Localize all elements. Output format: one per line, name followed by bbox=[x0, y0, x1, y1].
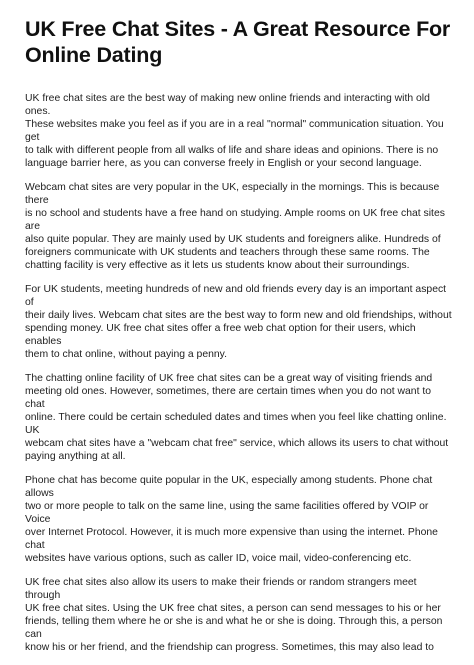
paragraph-webcam-popularity: Webcam chat sites are very popular in the UK, especially in the mornings. This is because there is no school and students have a free hand on studying. Ample rooms on UK free chat sites are also quite popular. They are mainly used by UK students and foreigners alike. Hundreds of foreigners communicate with UK students and teachers through these same rooms. The chatting facility is very effective as it lets us students know about their surroundings. bbox=[25, 182, 445, 271]
paragraph-intro: UK free chat sites are the best way of making new online friends and interacting with old ones. These websites make you feel as if you are in a real "normal" communication situation. You get to talk with different people from all walks of life and share ideas and opinions. There is no language barrier here, as you can converse freely in English or your second language. bbox=[25, 93, 444, 169]
paragraph-chatting-facility: The chatting online facility of UK free chat sites can be a great way of visiting friends and meeting old ones. However, sometimes, there are certain times when you do not want to chat online. There could be certain scheduled dates and times when you feel like chatting online. UK webcam chat sites have a "webcam chat free" service, which allows its users to chat without paying anything at all. bbox=[25, 373, 449, 462]
document-title: UK Free Chat Sites - A Great Resource For Online Dating bbox=[25, 17, 451, 67]
paragraph-phone-chat: Phone chat has become quite popular in the UK, especially among students. Phone chat allows two or more people to talk on the same line, using the same facilities offered by VOIP or Voice over Internet Protocol. However, it is much more expensive than using the internet. Phone chat websites have various options, such as caller ID, voice mail, video-conferencing etc. bbox=[25, 475, 438, 564]
document-page bbox=[25, 16, 453, 665]
paragraph-meet-friends: UK free chat sites also allow its users to make their friends or random strangers meet through UK free chat sites. Using the UK free chat sites, a person can send messages to his or her friends, telling them where he or she is and what he or she is doing. Through this, a person can know his or her friend, and the friendship can progress. Sometimes, this may also lead to bbox=[25, 577, 443, 653]
paragraph-uk-students: For UK students, meeting hundreds of new and old friends every day is an important aspect of their daily lives. Webcam chat sites are the best way to form new and old friendships, without spending money. UK free chat sites offer a free web chat option for their users, which enables them to chat online, without paying a penny. bbox=[25, 284, 452, 360]
